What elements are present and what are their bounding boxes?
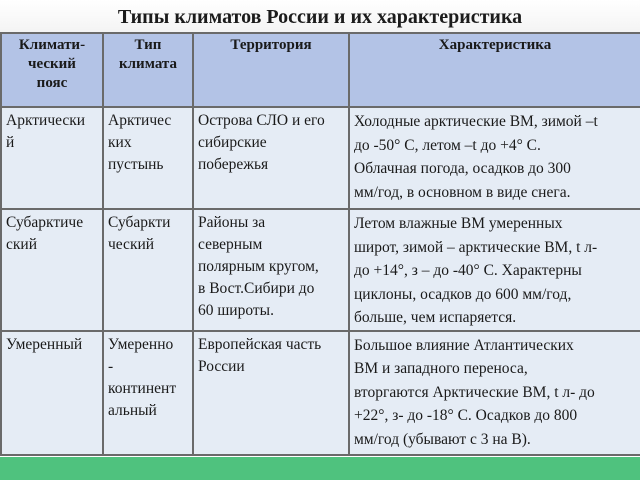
cell-climate-belt: Субарктиче ский (1, 209, 103, 331)
table-row (1, 107, 640, 209)
cell-territory: Районы за северным полярным кругом, в Вост.Сибири до 60 широты. (193, 209, 349, 331)
header-characteristic: Характеристика (349, 33, 640, 107)
cell-characteristic: Большое влияние Атлантических ВМ и западного переноса, вторгаются Арктические ВМ, t л- до +22°, з- до -18° С. Осадков до 800 мм/год (убывают с 3 на В). (349, 331, 640, 455)
header-climate-type: Тип климата (103, 33, 193, 107)
table-header-row (1, 33, 640, 107)
header-climate-belt: Климати- ческий пояс (1, 33, 103, 107)
cell-climate-type: Умеренно - континент альный (103, 331, 193, 455)
footer-band (0, 457, 640, 480)
cell-characteristic: Холодные арктические ВМ, зимой –t до -50° С, летом –t до +4° С. Облачная погода, осадков до 300 мм/год, в основном в виде снега. (349, 107, 640, 209)
cell-climate-belt: Арктически й (1, 107, 103, 209)
table-row (1, 331, 640, 455)
cell-climate-type: Субаркти ческий (103, 209, 193, 331)
cell-climate-belt: Умеренный (1, 331, 103, 455)
cell-climate-type: Арктичес ких пустынь (103, 107, 193, 209)
climate-table (0, 32, 640, 456)
cell-territory: Острова СЛО и его сибирские побережья (193, 107, 349, 209)
cell-territory: Европейская часть России (193, 331, 349, 455)
header-territory: Территория (193, 33, 349, 107)
slide-title: Типы климатов России и их характеристика (0, 0, 640, 34)
cell-characteristic: Летом влажные ВМ умеренных широт, зимой – арктические ВМ, t л- до +14°, з – до -40° С. Характерны циклоны, осадков до 600 мм/год, больше, чем испаряется. (349, 209, 640, 331)
table-row (1, 209, 640, 331)
